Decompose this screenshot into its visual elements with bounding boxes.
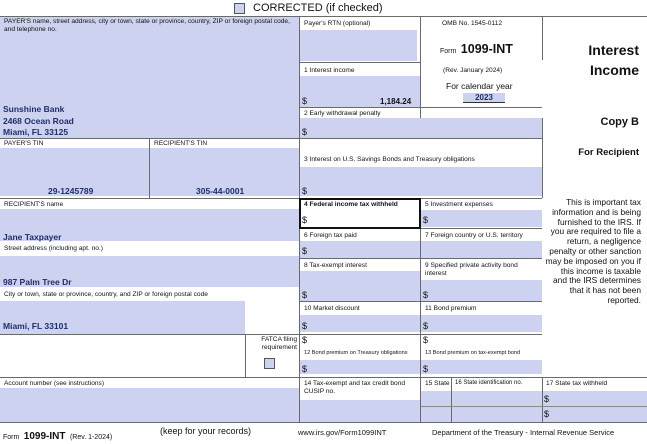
box5-dollar: $: [423, 215, 429, 225]
payer-tin-value: 29-1245789: [48, 186, 94, 196]
box14-label: 14 Tax-exempt and tax credit bond CUSIP no.: [304, 380, 406, 395]
box10-dollar: $: [302, 321, 308, 331]
box1-dollar: $: [302, 96, 308, 106]
box8-label: 8 Tax-exempt interest: [304, 262, 367, 269]
box14-field[interactable]: [300, 400, 420, 422]
box10-field[interactable]: [300, 315, 420, 332]
box3-label: 3 Interest on U.S. Savings Bonds and Treasury obligations: [304, 156, 475, 163]
payer-rtn-label: Payer's RTN (optional): [304, 20, 371, 27]
box12-field[interactable]: [300, 360, 420, 374]
form-title: [440, 40, 513, 58]
box2-field[interactable]: [300, 118, 542, 138]
box13-label: 13 Bond premium on tax-exempt bond: [425, 350, 521, 356]
payer-city: Miami, FL 33125: [3, 127, 69, 137]
recipient-name-label: RECIPIENT'S name: [4, 201, 64, 208]
box17-dollar-2: $: [544, 409, 550, 419]
recipient-name: Jane Taxpayer: [3, 232, 62, 242]
box11-dollar: $: [423, 321, 429, 331]
box5-field[interactable]: [421, 210, 542, 227]
recipient-street-label: Street address (including apt. no.): [4, 245, 103, 252]
box16-label: 16 State identification no.: [455, 380, 523, 386]
box13-field[interactable]: [421, 360, 542, 374]
fatca-checkbox[interactable]: [264, 358, 275, 369]
recipient-tin-value: 305-44-0001: [196, 186, 245, 196]
box8-field[interactable]: [300, 271, 420, 301]
box12-label: 12 Bond premium on Treasury obligations: [304, 350, 408, 356]
box11-label: 11 Bond premium: [425, 305, 477, 312]
box12-dollar-top: $: [302, 335, 308, 345]
form-revision: (Rev. January 2024): [443, 67, 503, 74]
form-url[interactable]: www.irs.gov/Form1099INT: [298, 428, 387, 437]
for-recipient-label: For Recipient: [578, 147, 639, 158]
form-name: 1099-INT: [460, 42, 513, 56]
fatca-label: FATCA filing requirement: [261, 336, 297, 351]
tax-year[interactable]: 2023: [463, 93, 505, 103]
box11-field[interactable]: [421, 315, 542, 332]
box3-field[interactable]: [300, 167, 542, 196]
box17-label: 17 State tax withheld: [546, 380, 608, 387]
box9-label: 9 Specified private activity bond interest: [425, 262, 518, 277]
form-title-interest: Interest: [588, 42, 639, 58]
calendar-year-label: For calendar year: [446, 81, 513, 91]
box1-value: 1,184.24: [380, 97, 412, 106]
payer-tin-label: PAYER'S TIN: [4, 140, 44, 147]
recipient-tin-label: RECIPIENT'S TIN: [154, 140, 208, 147]
box8-dollar: $: [302, 290, 308, 300]
omb-number: OMB No. 1545-0112: [442, 20, 502, 27]
box9-field[interactable]: [421, 280, 542, 301]
box10-label: 10 Market discount: [304, 305, 360, 312]
box6-dollar: $: [302, 246, 308, 256]
box12-dollar: $: [302, 364, 308, 374]
box3-dollar: $: [302, 186, 308, 196]
box7-label: 7 Foreign country or U.S. territory: [425, 232, 523, 239]
box2-label: 2 Early withdrawal penalty: [304, 110, 381, 117]
box7-field[interactable]: [421, 241, 542, 258]
treasury-department: Department of the Treasury - Internal Revenue Service: [432, 428, 615, 437]
corrected-checkbox[interactable]: [234, 3, 245, 14]
box6-field[interactable]: [300, 241, 420, 258]
recipient-city-label: City or town, state or province, country, and ZIP or foreign postal code: [4, 291, 208, 298]
box4-label: 4 Federal income tax withheld: [304, 201, 398, 208]
box17-dollar-1: $: [544, 394, 550, 404]
copy-b-label: Copy B: [600, 116, 639, 128]
payer-rtn-field[interactable]: [300, 30, 417, 61]
box9-dollar: $: [423, 290, 429, 300]
box5-label: 5 Investment expenses: [425, 201, 493, 208]
box6-label: 6 Foreign tax paid: [304, 232, 357, 239]
recipient-city: Miami, FL 33101: [3, 321, 69, 331]
form-prefix: Form: [440, 48, 457, 55]
footer-form-title: [3, 426, 112, 444]
box15-label: 15 State: [425, 380, 450, 387]
keep-for-records: (keep for your records): [160, 426, 252, 436]
account-number-label: Account number (see instructions): [4, 380, 105, 387]
payer-info-label: PAYER'S name, street address, city or town, state or province, country, ZIP or foreign postal code, and telephone no.: [4, 18, 290, 33]
box1-label: 1 Interest income: [304, 67, 355, 74]
payer-name: Sunshine Bank: [3, 104, 65, 114]
account-number-field[interactable]: [0, 388, 299, 422]
footer-rev: (Rev. 1-2024): [69, 434, 113, 441]
box2-dollar: $: [302, 127, 308, 137]
important-tax-notice: This is important tax information and is being furnished to the IRS. If you are required to file a return, a negligence penalty or other sanction may be imposed on you if this income is taxable and the IRS determines that it has not been reported.: [545, 197, 641, 305]
form-title-income: Income: [589, 62, 639, 78]
box4-dollar: $: [302, 215, 308, 225]
corrected-label: CORRECTED (if checked): [253, 2, 383, 14]
box13-dollar-top: $: [423, 335, 429, 345]
footer-form-prefix: Form: [3, 434, 20, 441]
footer-form-name: 1099-INT: [23, 431, 66, 442]
box13-dollar: $: [423, 364, 429, 374]
recipient-street: 987 Palm Tree Dr: [3, 277, 72, 287]
payer-street: 2468 Ocean Road: [3, 116, 74, 126]
